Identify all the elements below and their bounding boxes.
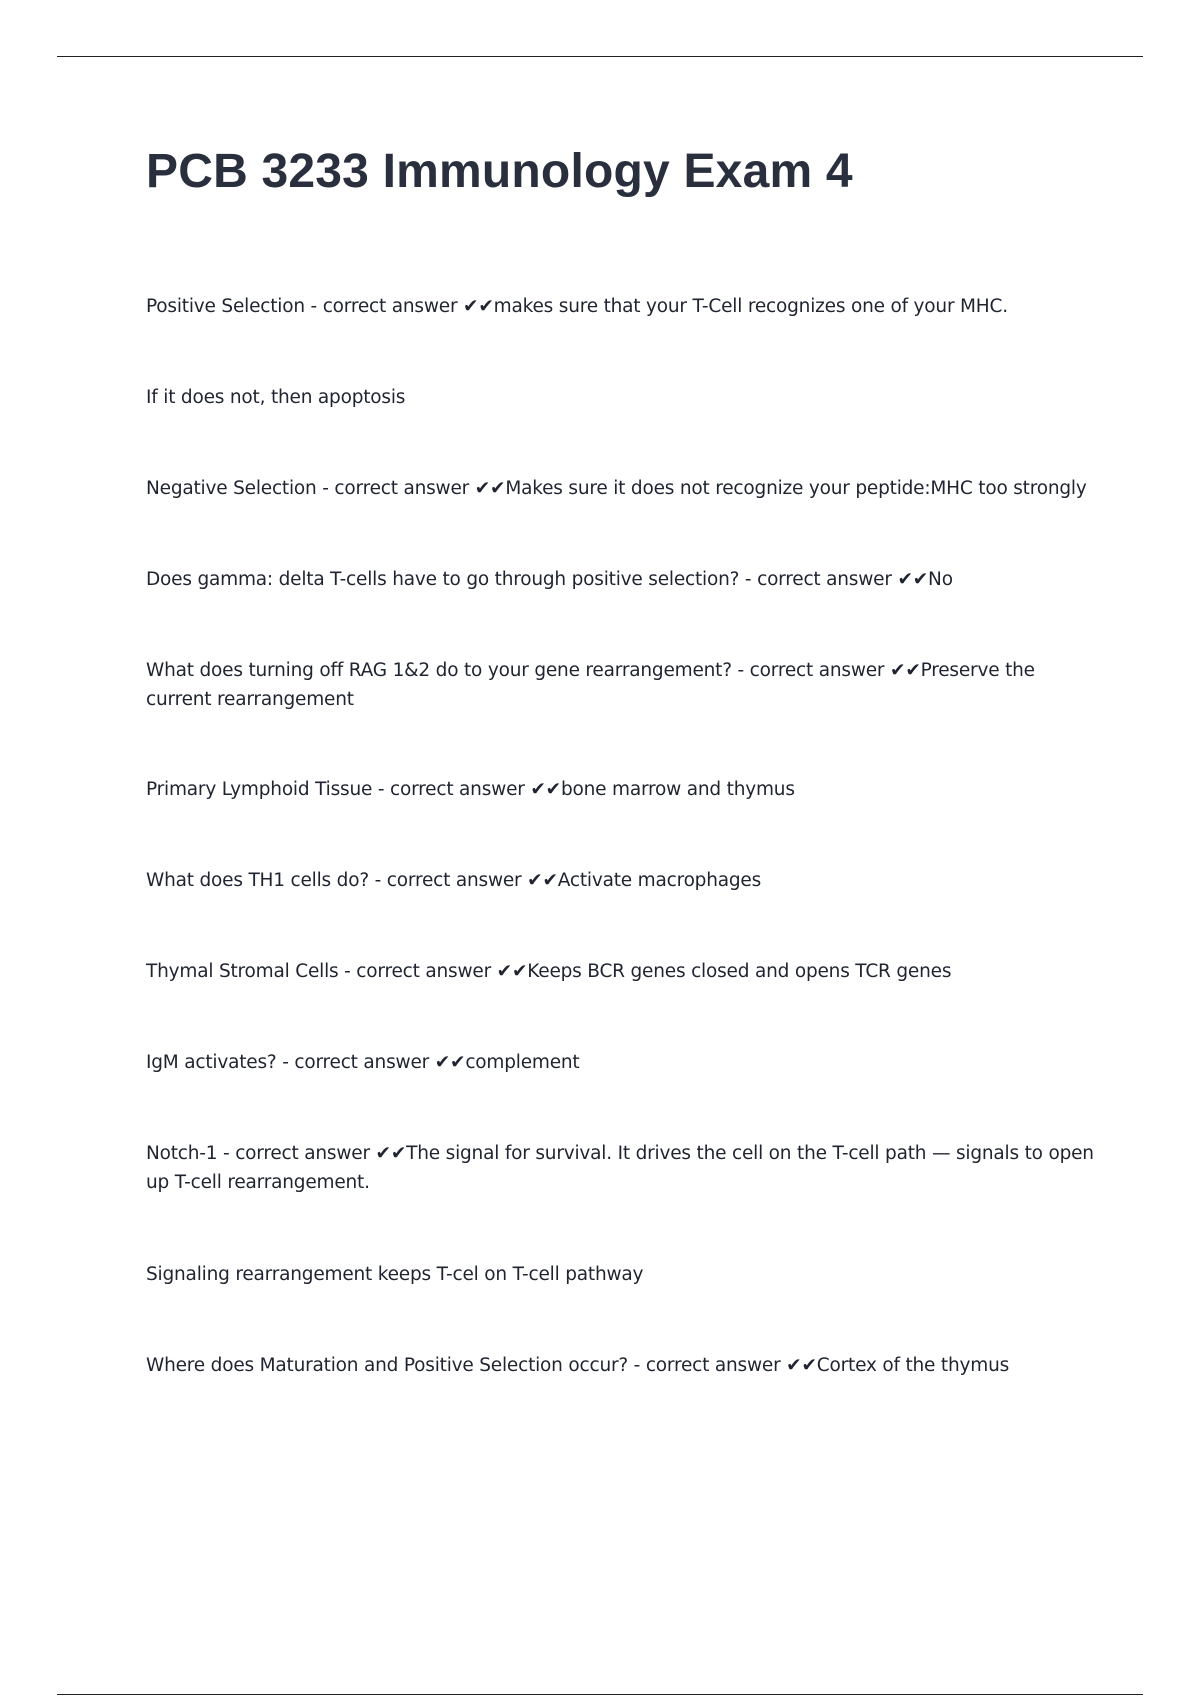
qa-entry: Negative Selection - correct answer ✔✔Makes sure it does not recognize your peptide:MHC too strongly — [146, 478, 1087, 499]
qa-entry: Thymal Stromal Cells - correct answer ✔✔Keeps BCR genes closed and opens TCR genes — [146, 961, 952, 982]
bottom-rule — [57, 1694, 1143, 1695]
qa-entry: What does turning off RAG 1&2 do to your gene rearrangement? - correct answer ✔✔Preserve the current rearrangement — [146, 660, 1035, 710]
top-rule — [57, 56, 1143, 57]
qa-entry: Notch-1 - correct answer ✔✔The signal for survival. It drives the cell on the T-cell path — signals to open up T-cell rearrangement. — [146, 1143, 1094, 1193]
qa-entry: IgM activates? - correct answer ✔✔complement — [146, 1052, 580, 1073]
qa-entry: Does gamma: delta T-cells have to go through positive selection? - correct answer ✔✔No — [146, 569, 953, 590]
qa-entry: If it does not, then apoptosis — [146, 387, 406, 408]
page-title: PCB 3233 Immunology Exam 4 — [146, 145, 853, 198]
qa-entry: Where does Maturation and Positive Selection occur? - correct answer ✔✔Cortex of the thymus — [146, 1355, 1010, 1376]
qa-entry: Primary Lymphoid Tissue - correct answer ✔✔bone marrow and thymus — [146, 779, 795, 800]
qa-entry: Signaling rearrangement keeps T-cel on T-cell pathway — [146, 1264, 644, 1285]
qa-entry: What does TH1 cells do? - correct answer ✔✔Activate macrophages — [146, 870, 762, 891]
qa-entry: Positive Selection - correct answer ✔✔makes sure that your T-Cell recognizes one of your MHC. — [146, 296, 1008, 317]
